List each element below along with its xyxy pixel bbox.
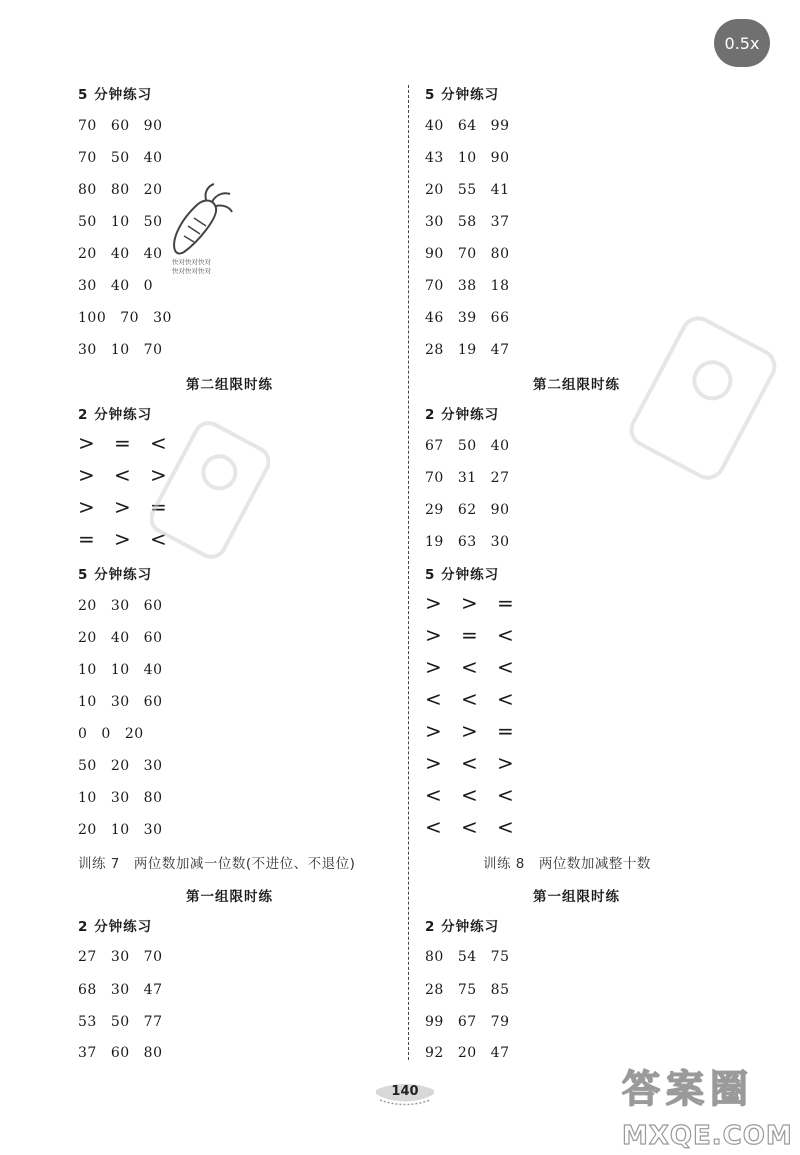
playback-speed-badge[interactable]: 0.5x <box>714 19 770 67</box>
answer-row: 20 30 60 <box>78 598 163 614</box>
symbol-row: > < < <box>425 655 515 679</box>
answer-row: 46 39 66 <box>425 310 510 326</box>
symbol-row: > > = <box>425 591 515 615</box>
answer-row: 90 70 80 <box>425 246 510 262</box>
answer-row: 10 30 60 <box>78 694 163 710</box>
symbol-row: > = < <box>78 431 168 455</box>
block-title: 5 分钟练习 <box>78 567 153 583</box>
answer-row: 10 30 80 <box>78 790 163 806</box>
svg-text:答案圈: 答案圈 <box>622 1067 755 1111</box>
answer-row: 20 40 60 <box>78 630 163 646</box>
answer-row: 92 20 47 <box>425 1045 510 1061</box>
page-number-badge: 140 <box>372 1080 438 1106</box>
answer-row: 20 40 40 <box>78 246 163 262</box>
section-title: 训练 8 两位数加减整十数 <box>483 856 651 872</box>
answer-row: 30 58 37 <box>425 214 510 230</box>
group-title: 第一组限时练 <box>186 889 273 905</box>
symbol-row: > < > <box>78 463 168 487</box>
answer-row: 70 60 90 <box>78 118 163 134</box>
answer-row: 19 63 30 <box>425 534 510 550</box>
answer-row: 80 54 75 <box>425 949 510 965</box>
group-title: 第一组限时练 <box>533 889 620 905</box>
answer-row: 37 60 80 <box>78 1045 163 1061</box>
group-title: 第二组限时练 <box>533 377 620 393</box>
watermark-stamp-icon <box>150 400 270 580</box>
answer-row: 100 70 30 <box>78 310 172 326</box>
answer-row: 0 0 20 <box>78 726 144 742</box>
answer-row: 99 67 79 <box>425 1014 510 1030</box>
block-title: 5 分钟练习 <box>425 567 500 583</box>
answer-row: 70 38 18 <box>425 278 510 294</box>
symbol-row: > = < <box>425 623 515 647</box>
answer-row: 27 30 70 <box>78 949 163 965</box>
answer-row: 28 19 47 <box>425 342 510 358</box>
symbol-row: < < < <box>425 815 515 839</box>
answer-row: 68 30 47 <box>78 982 163 998</box>
answer-row: 20 55 41 <box>425 182 510 198</box>
symbol-row: < < < <box>425 783 515 807</box>
block-title: 2 分钟练习 <box>425 407 500 423</box>
symbol-row: > < > <box>425 751 515 775</box>
watermark-stamp-icon <box>628 298 778 498</box>
answer-row: 70 50 40 <box>78 150 163 166</box>
answer-row: 30 40 0 <box>78 278 154 294</box>
block-title: 5 分钟练习 <box>78 87 153 103</box>
symbol-row: < < < <box>425 687 515 711</box>
answer-row: 43 10 90 <box>425 150 510 166</box>
block-title: 2 分钟练习 <box>78 919 153 935</box>
answer-row: 30 10 70 <box>78 342 163 358</box>
block-title: 5 分钟练习 <box>425 87 500 103</box>
answer-row: 50 10 50 <box>78 214 163 230</box>
column-divider <box>408 85 409 1060</box>
block-title: 2 分钟练习 <box>425 919 500 935</box>
section-title: 训练 7 两位数加减一位数(不进位、不退位) <box>78 856 356 872</box>
symbol-row: > > = <box>78 495 168 519</box>
answer-row: 20 10 30 <box>78 822 163 838</box>
symbol-row: > > = <box>425 719 515 743</box>
site-watermark-logo-icon <box>618 1062 793 1152</box>
answer-row: 70 31 27 <box>425 470 510 486</box>
answer-row: 80 80 20 <box>78 182 163 198</box>
svg-text:MXQE.COM: MXQE.COM <box>622 1121 793 1151</box>
mascot-caption: 快对快对快对 快对快对快对 <box>172 258 211 275</box>
block-title: 2 分钟练习 <box>78 407 153 423</box>
group-title: 第二组限时练 <box>186 377 273 393</box>
answer-row: 10 10 40 <box>78 662 163 678</box>
answer-row: 29 62 90 <box>425 502 510 518</box>
answer-row: 28 75 85 <box>425 982 510 998</box>
answer-row: 67 50 40 <box>425 438 510 454</box>
answer-row: 53 50 77 <box>78 1014 163 1030</box>
answer-row: 50 20 30 <box>78 758 163 774</box>
symbol-row: = > < <box>78 527 168 551</box>
answer-row: 40 64 99 <box>425 118 510 134</box>
carrot-mascot-icon <box>168 182 238 258</box>
